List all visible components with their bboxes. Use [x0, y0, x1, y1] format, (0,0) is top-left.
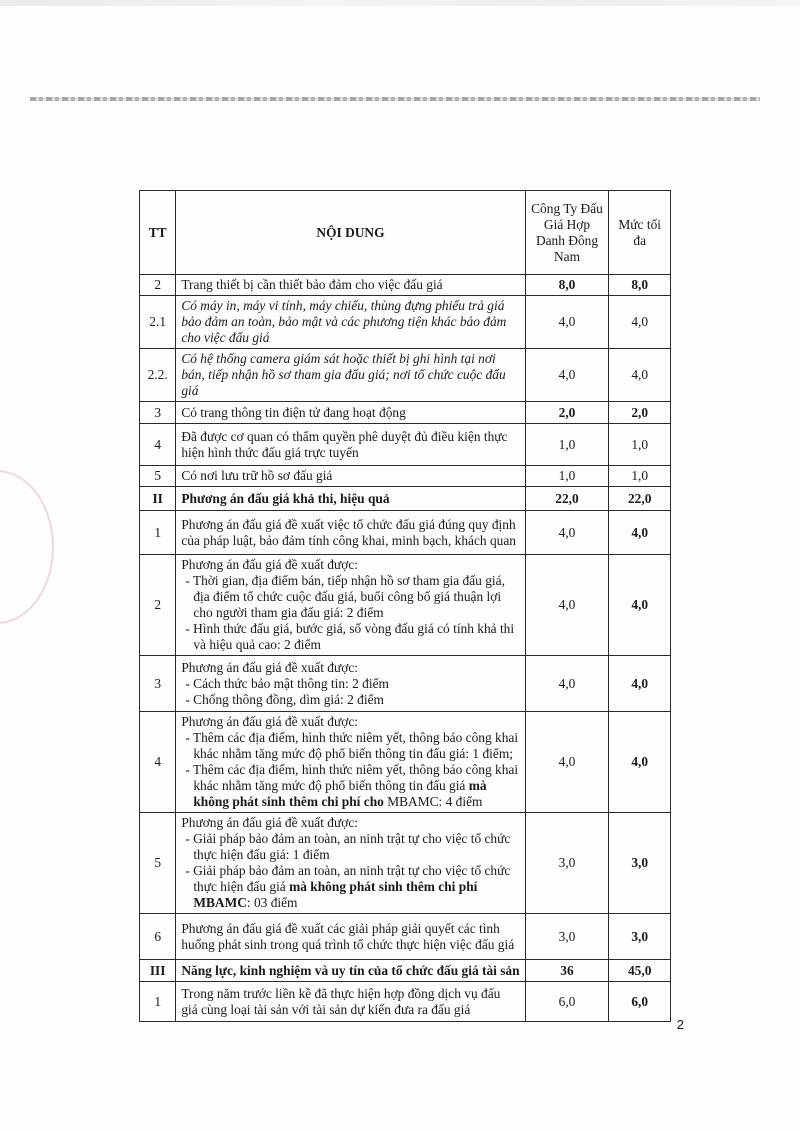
- cell-tt: 2: [140, 275, 176, 296]
- cell-max-score: 4,0: [609, 712, 671, 813]
- table-row: [140, 402, 671, 424]
- content-line: - Chống thông đồng, dìm giá: 2 điểm: [185, 691, 384, 707]
- cell-content: [176, 296, 525, 349]
- content-line: - Giải pháp bảo đảm an toàn, an ninh trật tự cho việc tổ chức thực hiện đấu giá: 1 điểm: [185, 831, 511, 862]
- table-row: [140, 296, 671, 349]
- cell-company-score: 4,0: [525, 656, 609, 712]
- cell-company-score: 4,0: [525, 511, 609, 555]
- table-row: [140, 982, 671, 1022]
- cell-tt: 1: [140, 511, 176, 555]
- table-row: [140, 511, 671, 555]
- page-number: 2: [676, 1017, 684, 1032]
- cell-max-score: 2,0: [609, 402, 671, 424]
- cell-tt: 1: [140, 982, 176, 1022]
- cell-content: [176, 914, 525, 960]
- cell-max-score: 45,0: [609, 960, 671, 982]
- cell-company-score: 4,0: [525, 296, 609, 349]
- table-header-row: [140, 191, 671, 275]
- cell-max-score: 3,0: [609, 914, 671, 960]
- cell-company-score: 1,0: [525, 466, 609, 487]
- cell-content: [176, 982, 525, 1022]
- content-line: Có trang thông tin điện tử đang hoạt động: [181, 404, 406, 420]
- cell-content: [176, 275, 525, 296]
- cell-tt: 5: [140, 466, 176, 487]
- content-line: Có máy in, máy vi tính, máy chiếu, thùng đựng phiếu trả giá bảo đảm an toàn, bảo mật và các phương tiện khác bảo đảm cho việc đấu giá: [181, 298, 507, 345]
- table-row: [140, 656, 671, 712]
- cell-tt: 2: [140, 555, 176, 656]
- evaluation-table: [139, 190, 671, 1022]
- cell-max-score: 1,0: [609, 466, 671, 487]
- table-row: [140, 424, 671, 466]
- content-line: Phương án đấu giá đề xuất được:: [181, 659, 359, 675]
- table-row: [140, 712, 671, 813]
- cell-tt: 4: [140, 424, 176, 466]
- cell-tt: 2.2.: [140, 349, 176, 402]
- cell-company-score: 22,0: [525, 487, 609, 511]
- cell-tt: III: [140, 960, 176, 982]
- content-line: Phương án đấu giá đề xuất được:: [181, 815, 359, 830]
- content-line: - Thêm các địa điểm, hình thức niêm yết, thông báo công khai khác nhằm tăng mức độ phổ biến thông tin đấu giá: 1 điểm;: [185, 730, 519, 761]
- content-line: Trong năm trước liền kề đã thực hiện hợp đồng dịch vụ đấu giá cùng loại tài sản với tài sản dự kiến đưa ra đấu giá: [181, 985, 501, 1017]
- header-content: NỘI DUNG: [176, 191, 525, 275]
- cell-max-score: 3,0: [609, 813, 671, 914]
- content-line: Trang thiết bị cần thiết bảo đảm cho việc đấu giá: [181, 277, 443, 292]
- cell-tt: 4: [140, 712, 176, 813]
- cell-content: [176, 402, 525, 424]
- cell-max-score: 4,0: [609, 511, 671, 555]
- content-line: Phương án đấu giá đề xuất được:: [181, 557, 359, 572]
- cell-max-score: 6,0: [609, 982, 671, 1022]
- cell-company-score: 4,0: [525, 555, 609, 656]
- header-max: Mức tối đa: [609, 191, 671, 275]
- cell-company-score: 3,0: [525, 914, 609, 960]
- cell-content: [176, 813, 525, 914]
- cell-company-score: 8,0: [525, 275, 609, 296]
- cell-content: [176, 555, 525, 656]
- header-company: Công Ty Đấu Giá Hợp Danh Đông Nam: [525, 191, 609, 275]
- cell-content: [176, 656, 525, 712]
- cell-tt: 2.1: [140, 296, 176, 349]
- table-row: [140, 960, 671, 982]
- content-line: - Thời gian, địa điểm bán, tiếp nhận hồ sơ tham gia đấu giá, địa điểm tổ chức cuộc đấu giá, buổi công bố giá thuận lợi cho người tham gia đấu giá: 2 điểm: [185, 573, 505, 620]
- cell-company-score: 3,0: [525, 813, 609, 914]
- cell-tt: 6: [140, 914, 176, 960]
- table-row: [140, 555, 671, 656]
- content-line: - Cách thức bảo mật thông tin: 2 điểm: [185, 675, 389, 691]
- cell-content: [176, 712, 525, 813]
- cell-content: [176, 466, 525, 487]
- cell-content: [176, 487, 525, 511]
- cell-content: [176, 349, 525, 402]
- cell-max-score: 1,0: [609, 424, 671, 466]
- table-body: [140, 275, 671, 1022]
- cell-max-score: 4,0: [609, 656, 671, 712]
- table-row: [140, 275, 671, 296]
- cell-tt: 3: [140, 656, 176, 712]
- content-line: Phương án đấu giá đề xuất việc tổ chức đấu giá đúng quy định của pháp luật, bảo đảm tính công khai, minh bạch, khách quan: [181, 516, 516, 548]
- table-row: [140, 349, 671, 402]
- stamp-edge: [0, 470, 54, 624]
- cell-max-score: 4,0: [609, 555, 671, 656]
- content-line: - Thêm các địa điểm, hình thức niêm yết, thông báo công khai khác nhằm tăng mức độ phổ biến thông tin đấu giá mà không phát sinh thêm chi phí cho MBAMC: 4 điểm: [185, 762, 519, 809]
- cell-max-score: 4,0: [609, 296, 671, 349]
- cell-tt: 5: [140, 813, 176, 914]
- cell-tt: 3: [140, 402, 176, 424]
- content-line: Phương án đấu giá đề xuất các giải pháp giải quyết các tình huống phát sinh trong quá trình tổ chức thực hiện việc đấu giá: [181, 920, 515, 952]
- cell-content: [176, 960, 525, 982]
- content-line: - Hình thức đấu giá, bước giá, số vòng đấu giá có tính khả thi và hiệu quả cao: 2 điểm: [185, 621, 515, 652]
- table-row: [140, 914, 671, 960]
- cell-company-score: 36: [525, 960, 609, 982]
- content-line: Đã được cơ quan có thẩm quyền phê duyệt đủ điều kiện thực hiện hình thức đấu giá trực tuyến: [181, 428, 508, 460]
- content-line: Có hệ thống camera giám sát hoặc thiết bị ghi hình tại nơi bán, tiếp nhận hồ sơ tham gia đấu giá; nơi tổ chức cuộc đấu giá: [181, 351, 506, 398]
- table-row: [140, 466, 671, 487]
- cell-company-score: 6,0: [525, 982, 609, 1022]
- cell-max-score: 22,0: [609, 487, 671, 511]
- scan-artifact-line: [30, 97, 760, 101]
- cell-content: [176, 424, 525, 466]
- content-line: - Giải pháp bảo đảm an toàn, an ninh trật tự cho việc tổ chức thực hiện đấu giá mà không phát sinh thêm chi phí MBAMC: 03 điểm: [185, 863, 511, 910]
- cell-company-score: 2,0: [525, 402, 609, 424]
- cell-max-score: 8,0: [609, 275, 671, 296]
- cell-content: [176, 511, 525, 555]
- table-row: [140, 487, 671, 511]
- cell-company-score: 1,0: [525, 424, 609, 466]
- content-line: Năng lực, kinh nghiệm và uy tín của tổ chức đấu giá tài sản: [181, 962, 520, 978]
- cell-company-score: 4,0: [525, 349, 609, 402]
- cell-tt: II: [140, 487, 176, 511]
- content-line: Có nơi lưu trữ hồ sơ đấu giá: [181, 468, 333, 483]
- scan-artifact-top: [0, 0, 800, 6]
- content-line: Phương án đấu giá đề xuất được:: [181, 714, 359, 729]
- table-row: [140, 813, 671, 914]
- cell-max-score: 4,0: [609, 349, 671, 402]
- cell-company-score: 4,0: [525, 712, 609, 813]
- header-tt: TT: [140, 191, 176, 275]
- content-line: Phương án đấu giá khả thi, hiệu quả: [181, 490, 390, 506]
